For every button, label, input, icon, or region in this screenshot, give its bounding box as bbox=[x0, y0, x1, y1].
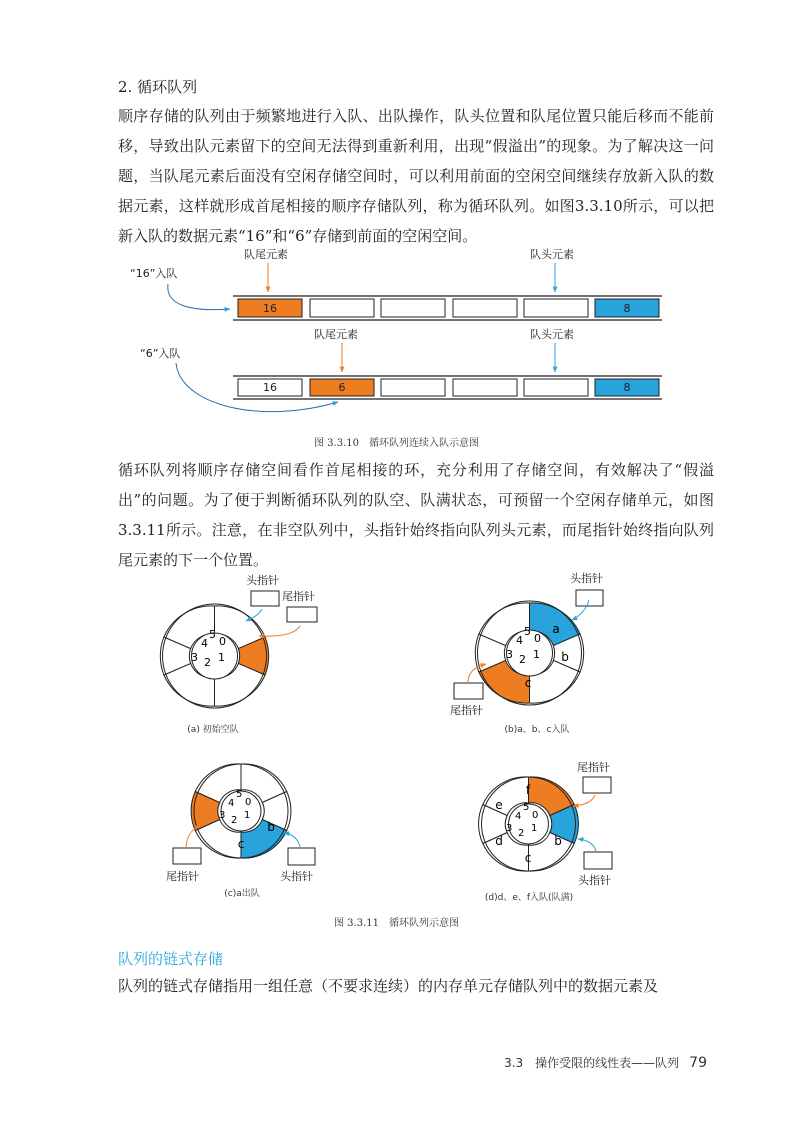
head-pointer-box-d bbox=[584, 852, 612, 869]
ring-c bbox=[191, 764, 291, 858]
index-1: 1 bbox=[218, 651, 225, 664]
index-4: 4 bbox=[228, 798, 235, 809]
tail-pointer-label-c: 尾指针 bbox=[166, 870, 199, 883]
index-2: 2 bbox=[519, 653, 526, 666]
index-1: 1 bbox=[533, 648, 540, 661]
index-0: 0 bbox=[219, 635, 226, 648]
element-b: b bbox=[561, 650, 569, 664]
tail-pointer-box-a bbox=[287, 607, 317, 622]
index-3: 3 bbox=[191, 651, 198, 664]
subcaption-c: (c)a出队 bbox=[224, 889, 260, 899]
page-number: 79 bbox=[689, 1055, 707, 1071]
subcaption-a: (a) 初始空队 bbox=[187, 725, 239, 735]
index-5: 5 bbox=[236, 789, 243, 800]
row1-cell bbox=[453, 299, 517, 317]
enqueue-6-label: “6”入队 bbox=[140, 347, 181, 360]
paragraph-2: 循环队列将顺序存储空间看作首尾相接的环，充分利用了存储空间，有效解决了“假溢出”的问题。为了便于判断循环队列的队空、队满状态，可预留一个空闲存储单元，如图3.3.11所示。注意，在非空队列中，头指针始终指向队列头元素，而尾指针始终指向队列尾元素的下一个位置。 bbox=[118, 461, 714, 569]
row1-cell-value: 8 bbox=[623, 302, 631, 315]
figure-3-3-11 bbox=[0, 565, 793, 910]
tail-pointer-label-a: 尾指针 bbox=[282, 590, 315, 603]
head-pointer-label-c: 头指针 bbox=[280, 870, 313, 883]
row1-cell bbox=[310, 299, 374, 317]
ring-d bbox=[479, 777, 579, 871]
head-pointer-label-a: 头指针 bbox=[246, 574, 279, 587]
head-pointer-arrow-c bbox=[284, 833, 300, 847]
subcaption-d: (d)d、e、f入队(队满) bbox=[484, 893, 574, 903]
head-pointer-label-d: 头指针 bbox=[578, 874, 611, 887]
index-1: 1 bbox=[531, 823, 538, 834]
element-f: f bbox=[525, 783, 531, 797]
index-2: 2 bbox=[231, 815, 238, 826]
index-3: 3 bbox=[219, 810, 226, 821]
paragraph-3: 队列的链式存储指用一组任意（不要求连续）的内存单元存储队列中的数据元素及 bbox=[118, 977, 659, 995]
index-5: 5 bbox=[209, 628, 216, 641]
element-c: c bbox=[524, 851, 532, 865]
row1-cells bbox=[238, 299, 659, 317]
index-0: 0 bbox=[245, 797, 252, 808]
element-c: c bbox=[237, 837, 245, 851]
head-pointer-arrow-d bbox=[578, 839, 596, 851]
tail-pointer-box-d bbox=[583, 777, 611, 793]
tail-pointer-label-d: 尾指针 bbox=[577, 761, 610, 774]
subcaption-b: (b)a、b、c入队 bbox=[504, 725, 570, 735]
head-pointer-box-a bbox=[251, 591, 279, 606]
row1-head-label: 队头元素 bbox=[530, 248, 574, 261]
enqueue-16-label: “16”入队 bbox=[130, 267, 178, 280]
index-3: 3 bbox=[506, 823, 513, 834]
row1-cell bbox=[524, 299, 588, 317]
index-3: 3 bbox=[506, 648, 513, 661]
index-1: 1 bbox=[244, 810, 251, 821]
index-5: 5 bbox=[523, 802, 530, 813]
index-2: 2 bbox=[518, 828, 525, 839]
row2-cell-value: 16 bbox=[263, 381, 277, 394]
row1-tail-label: 队尾元素 bbox=[244, 248, 288, 261]
head-pointer-box-b bbox=[576, 590, 603, 606]
tail-pointer-arrow-d bbox=[573, 795, 595, 806]
paragraph-1: 顺序存储的队列由于频繁地进行入队、出队操作，队头位置和队尾位置只能后移而不能前移，导致出队元素留下的空间无法得到重新利用，出现“假溢出”的现象。为了解决这一问题，当队尾元素后面没有空闲存储空间时，可以利用前面的空闲空间继续存放新入队的数据元素，这样就形成首尾相接的顺序存储队列，称为循环队列。如图3.3.10所示，可以把新入队的数据元素“16”和“6”存储到前面的空闲空间。 bbox=[118, 107, 714, 245]
index-0: 0 bbox=[532, 810, 539, 821]
index-2: 2 bbox=[204, 656, 211, 669]
row2-tail-label: 队尾元素 bbox=[314, 328, 358, 341]
page-footer bbox=[504, 1054, 707, 1071]
row2-cell bbox=[453, 379, 517, 396]
head-pointer-label-b: 头指针 bbox=[570, 572, 603, 585]
index-4: 4 bbox=[201, 637, 208, 650]
tail-pointer-box-b bbox=[454, 683, 483, 699]
row2-cell bbox=[524, 379, 588, 396]
enqueue-16-arrow bbox=[168, 284, 230, 310]
figure-3-3-10 bbox=[0, 240, 793, 455]
element-b: b bbox=[267, 820, 275, 834]
tail-pointer-arrow-a bbox=[259, 626, 300, 636]
section-title: 队列的链式存储 bbox=[118, 950, 224, 968]
index-4: 4 bbox=[515, 811, 522, 822]
element-e: e bbox=[495, 798, 503, 812]
footer-chapter: 3.3 操作受限的线性表——队列 bbox=[504, 1056, 680, 1070]
element-d: d bbox=[495, 834, 503, 848]
element-b: b bbox=[554, 834, 562, 848]
row1-cell-value: 16 bbox=[263, 302, 277, 315]
index-4: 4 bbox=[516, 634, 523, 647]
subsection-heading: 2. 循环队列 bbox=[118, 78, 198, 96]
figure-3-3-10-caption: 图 3.3.10 循环队列连续入队示意图 bbox=[314, 438, 479, 449]
row2-head-label: 队头元素 bbox=[530, 328, 574, 341]
head-pointer-box-c bbox=[288, 848, 315, 865]
row2-cells bbox=[238, 379, 659, 396]
ring-b bbox=[475, 601, 583, 705]
figure-3-3-11-caption: 图 3.3.11 循环队列示意图 bbox=[334, 918, 459, 929]
row1-cell bbox=[381, 299, 445, 317]
ring-a bbox=[160, 604, 268, 708]
row2-cell bbox=[381, 379, 445, 396]
tail-pointer-box-c bbox=[173, 848, 201, 864]
index-0: 0 bbox=[534, 632, 541, 645]
element-a: a bbox=[552, 622, 560, 636]
row2-cell-value: 8 bbox=[623, 381, 631, 394]
tail-pointer-label-b: 尾指针 bbox=[450, 704, 483, 717]
element-c: c bbox=[524, 676, 532, 690]
index-5: 5 bbox=[524, 625, 531, 638]
row2-cell-value: 6 bbox=[338, 381, 346, 394]
